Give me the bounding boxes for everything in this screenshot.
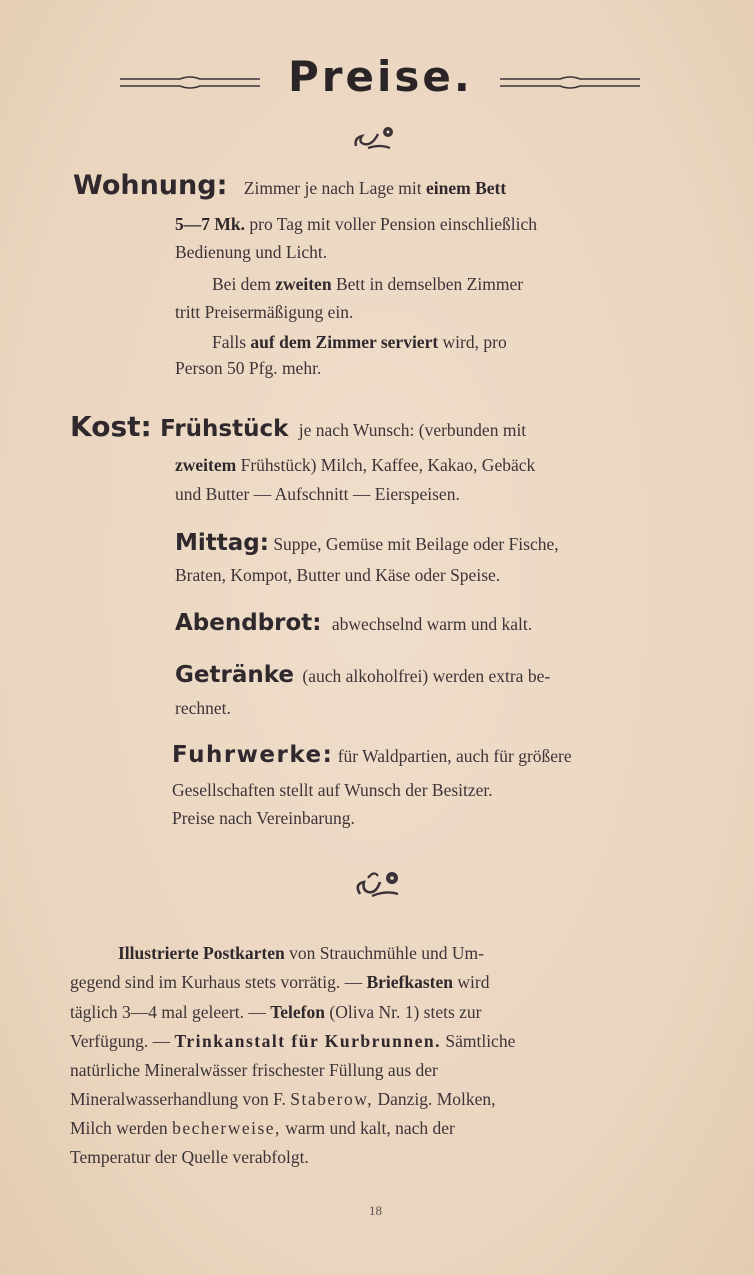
fruehstueck-heading: Frühstück — [160, 416, 289, 442]
abendbrot-line: Abendbrot: abwechselnd warm und kalt. — [175, 610, 533, 636]
kost-line-1: Kost: Frühstück je nach Wunsch: (verbunden mit — [70, 410, 527, 443]
fuhrwerke-line-3: Preise nach Vereinbarung. — [172, 808, 355, 828]
mittag-line-2: Braten, Kompot, Butter und Käse oder Speise. — [175, 565, 501, 585]
wohnung-line-1: Wohnung: Zimmer je nach Lage mit einem Bett — [73, 170, 507, 201]
kost-line-2: zweitem Frühstück) Milch, Kaffee, Kakao, Gebäck — [175, 455, 536, 475]
page-number: 18 — [369, 1203, 382, 1218]
info-line-4: Verfügung. — Trinkanstalt für Kurbrunnen. Sämtliche — [70, 1031, 516, 1051]
info-line-3: täglich 3—4 mal geleert. — Telefon (Oliva Nr. 1) stets zur — [70, 1002, 482, 1022]
abendbrot-heading: Abendbrot: — [175, 610, 322, 636]
wohnung-line-7: Person 50 Pfg. mehr. — [175, 358, 322, 378]
info-line-8: Temperatur der Quelle verabfolgt. — [70, 1147, 309, 1167]
info-line-2: gegend sind im Kurhaus stets vorrätig. — Briefkasten wird — [70, 972, 490, 992]
fuhrwerke-heading: Fuhrwerke: — [172, 742, 334, 768]
ornamental-rule-left — [120, 74, 260, 90]
info-line-6: Mineralwasserhandlung von F. Staberow, Danzig. Molken, — [70, 1089, 496, 1109]
getraenke-line-1: Getränke (auch alkoholfrei) werden extra be- — [175, 662, 551, 688]
getraenke-line-2: rechnet. — [175, 698, 231, 718]
ornamental-rule-right — [500, 74, 640, 90]
fuhrwerke-line-1: Fuhrwerke: für Waldpartien, auch für größere — [172, 742, 572, 768]
wohnung-line-6: Falls auf dem Zimmer serviert wird, pro — [212, 332, 507, 352]
wohnung-line-5: tritt Preisermäßigung ein. — [175, 302, 354, 322]
fuhrwerke-line-2: Gesellschaften stellt auf Wunsch der Besitzer. — [172, 780, 493, 800]
mittag-heading: Mittag: — [175, 530, 269, 556]
kost-line-3: und Butter — Aufschnitt — Eierspeisen. — [175, 484, 460, 504]
mittag-line-1: Mittag: Suppe, Gemüse mit Beilage oder Fische, — [175, 530, 559, 556]
floral-ornament-icon — [352, 866, 408, 900]
getraenke-heading: Getränke — [175, 662, 294, 688]
info-line-1: Illustrierte Postkarten von Strauchmühle und Um- — [118, 943, 484, 963]
info-line-5: natürliche Mineralwässer frischester Füllung aus der — [70, 1060, 438, 1080]
wohnung-line-2: 5—7 Mk. pro Tag mit voller Pension einschließlich — [175, 214, 538, 234]
title-row — [0, 52, 754, 112]
kost-heading: Kost: — [70, 410, 152, 443]
floral-ornament-icon — [350, 122, 402, 152]
wohnung-line-3: Bedienung und Licht. — [175, 242, 328, 262]
wohnung-line-4: Bei dem zweiten Bett in demselben Zimmer — [212, 274, 524, 294]
info-line-7: Milch werden becherweise, warm und kalt, nach der — [70, 1118, 455, 1138]
page-title: Preise. — [288, 52, 473, 101]
wohnung-heading: Wohnung: — [73, 170, 228, 201]
